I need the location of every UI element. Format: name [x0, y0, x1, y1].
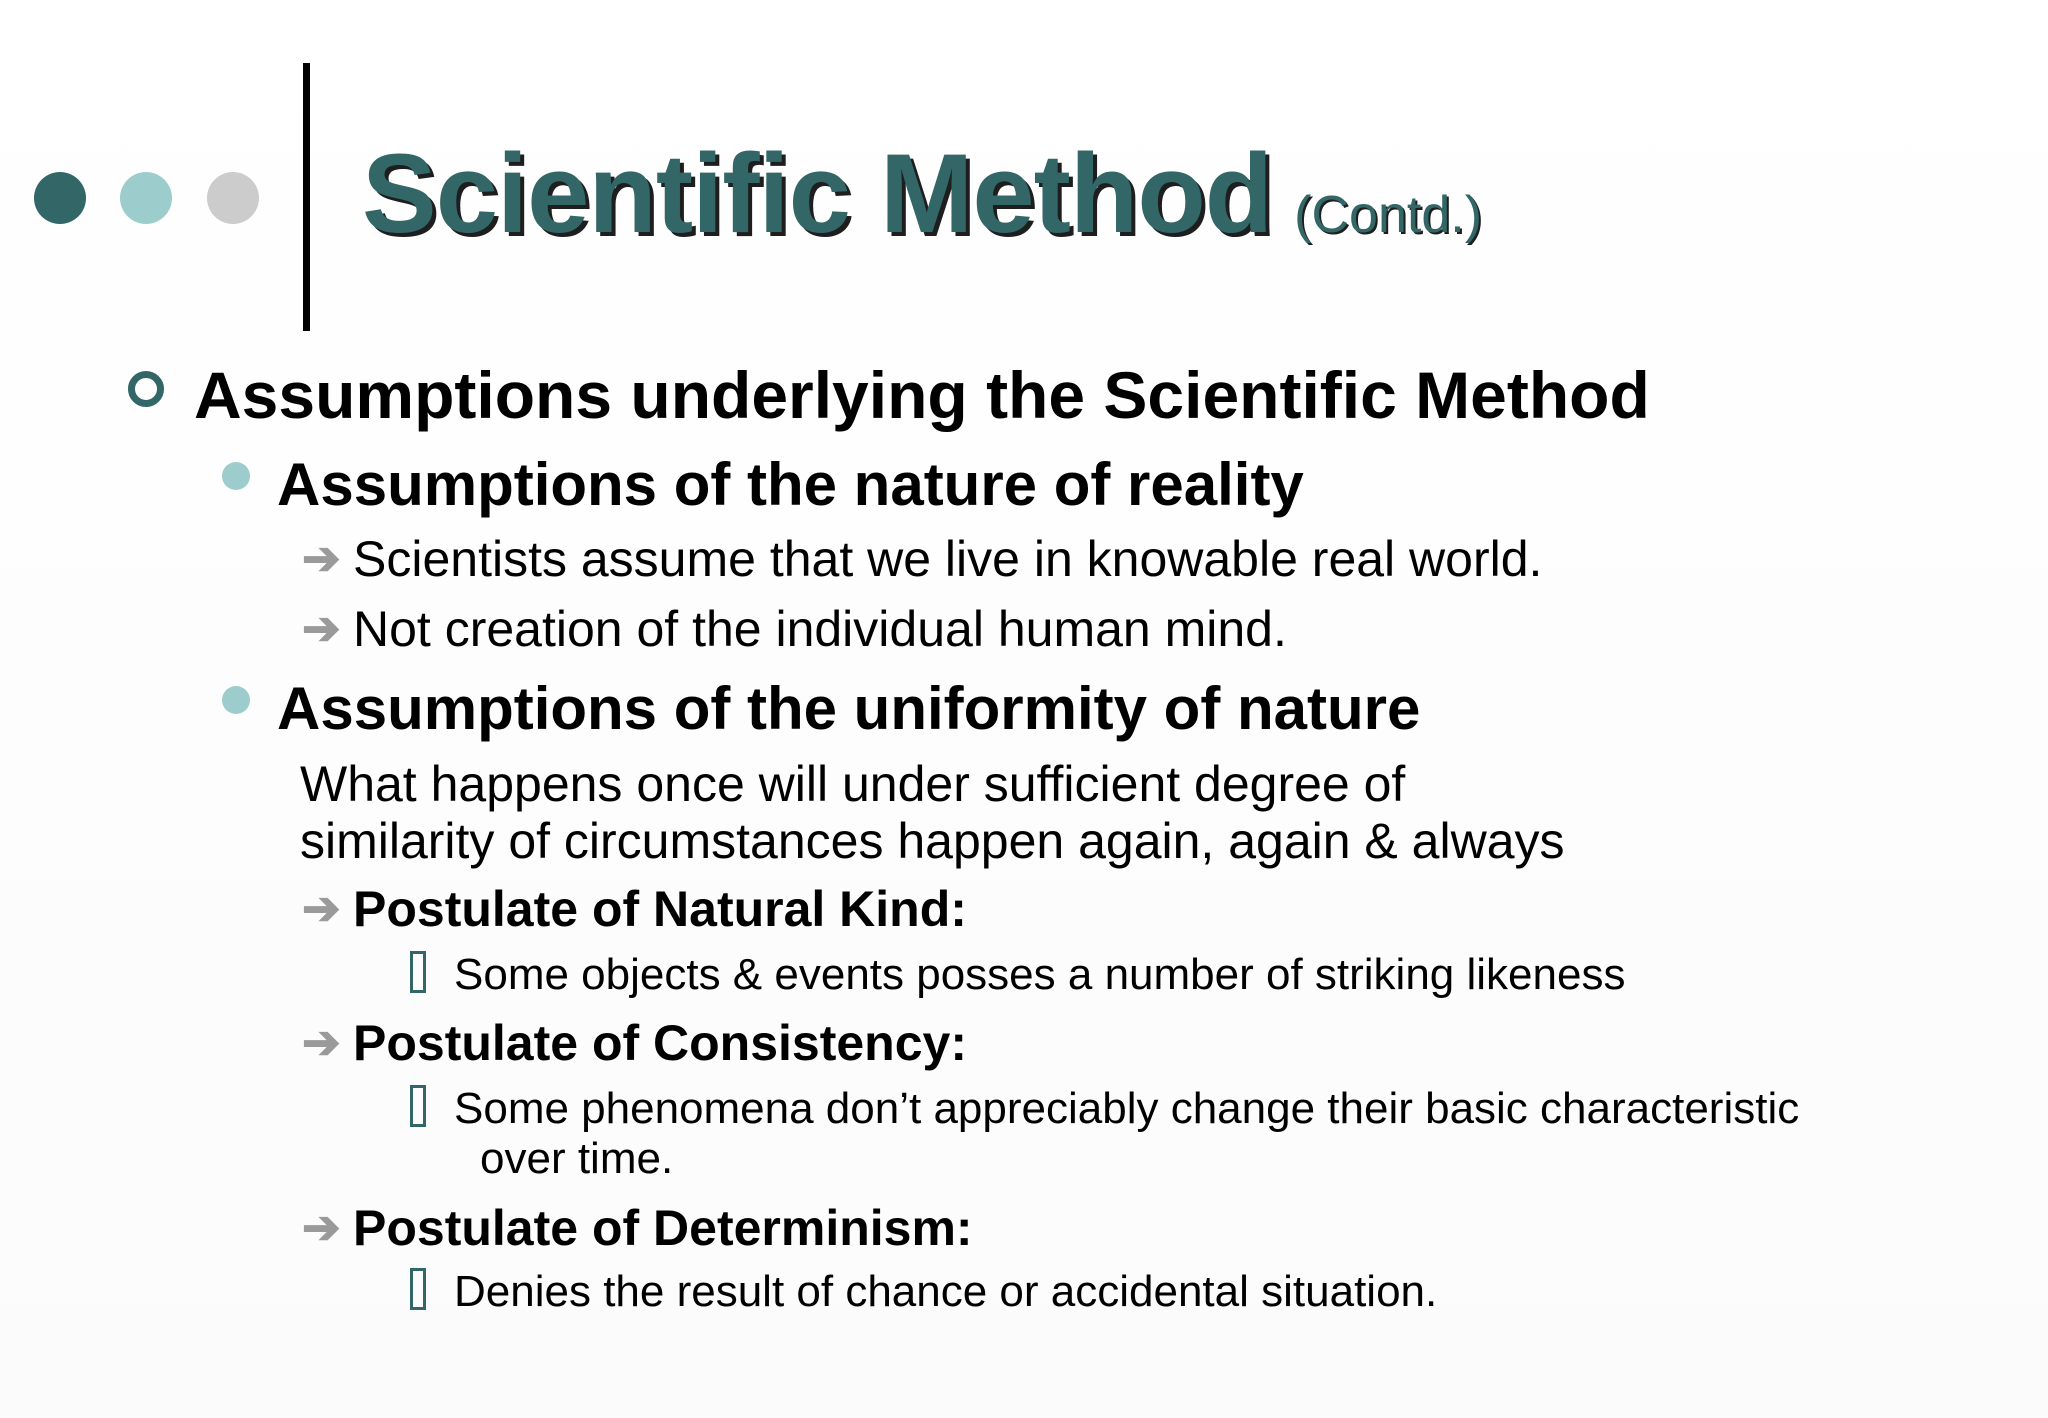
title-suffix: (Contd.)	[1294, 186, 1483, 244]
slide-title	[362, 131, 1483, 256]
title-main: Scientific Method	[362, 131, 1273, 256]
postulate-natural-kind: Postulate of Natural Kind:	[353, 881, 967, 937]
reality-heading: Assumptions of the nature of reality	[277, 451, 1304, 518]
teal-bullet-icon	[222, 686, 250, 714]
arrow-icon: ➔	[302, 602, 341, 654]
uniformity-description-line-1: What happens once will under sufficient degree of	[300, 756, 1406, 812]
grey-dot-icon	[207, 172, 259, 224]
arrow-icon: ➔	[302, 1201, 341, 1253]
arrow-icon: ➔	[302, 882, 341, 934]
teal-bullet-icon	[222, 462, 250, 490]
uniformity-heading: Assumptions of the uniformity of nature	[277, 675, 1421, 742]
reality-point-1: Scientists assume that we live in knowable real world.	[353, 531, 1543, 587]
postulate-consistency-detail-cont: over time.	[480, 1134, 674, 1183]
hollow-bullet-icon	[128, 371, 164, 407]
postulate-determinism-detail: Denies the result of chance or accidental situation.	[454, 1267, 1438, 1316]
postulate-determinism: Postulate of Determinism:	[353, 1200, 973, 1256]
postulate-consistency: Postulate of Consistency:	[353, 1015, 967, 1071]
uniformity-description-line-2: similarity of circumstances happen again, again & always	[300, 813, 1565, 869]
box-bullet-icon	[410, 1085, 426, 1127]
postulate-natural-kind-detail: Some objects & events posses a number of striking likeness	[454, 950, 1626, 999]
arrow-icon: ➔	[302, 532, 341, 584]
box-bullet-icon	[410, 951, 426, 993]
box-bullet-icon	[410, 1268, 426, 1310]
dark-teal-dot-icon	[34, 172, 86, 224]
arrow-icon: ➔	[302, 1016, 341, 1068]
postulate-consistency-detail: Some phenomena don’t appreciably change their basic characteristic	[454, 1084, 1800, 1133]
reality-point-2: Not creation of the individual human mind.	[353, 601, 1287, 657]
title-divider	[303, 63, 310, 331]
level1-heading: Assumptions underlying the Scientific Method	[194, 358, 1650, 432]
light-teal-dot-icon	[120, 172, 172, 224]
